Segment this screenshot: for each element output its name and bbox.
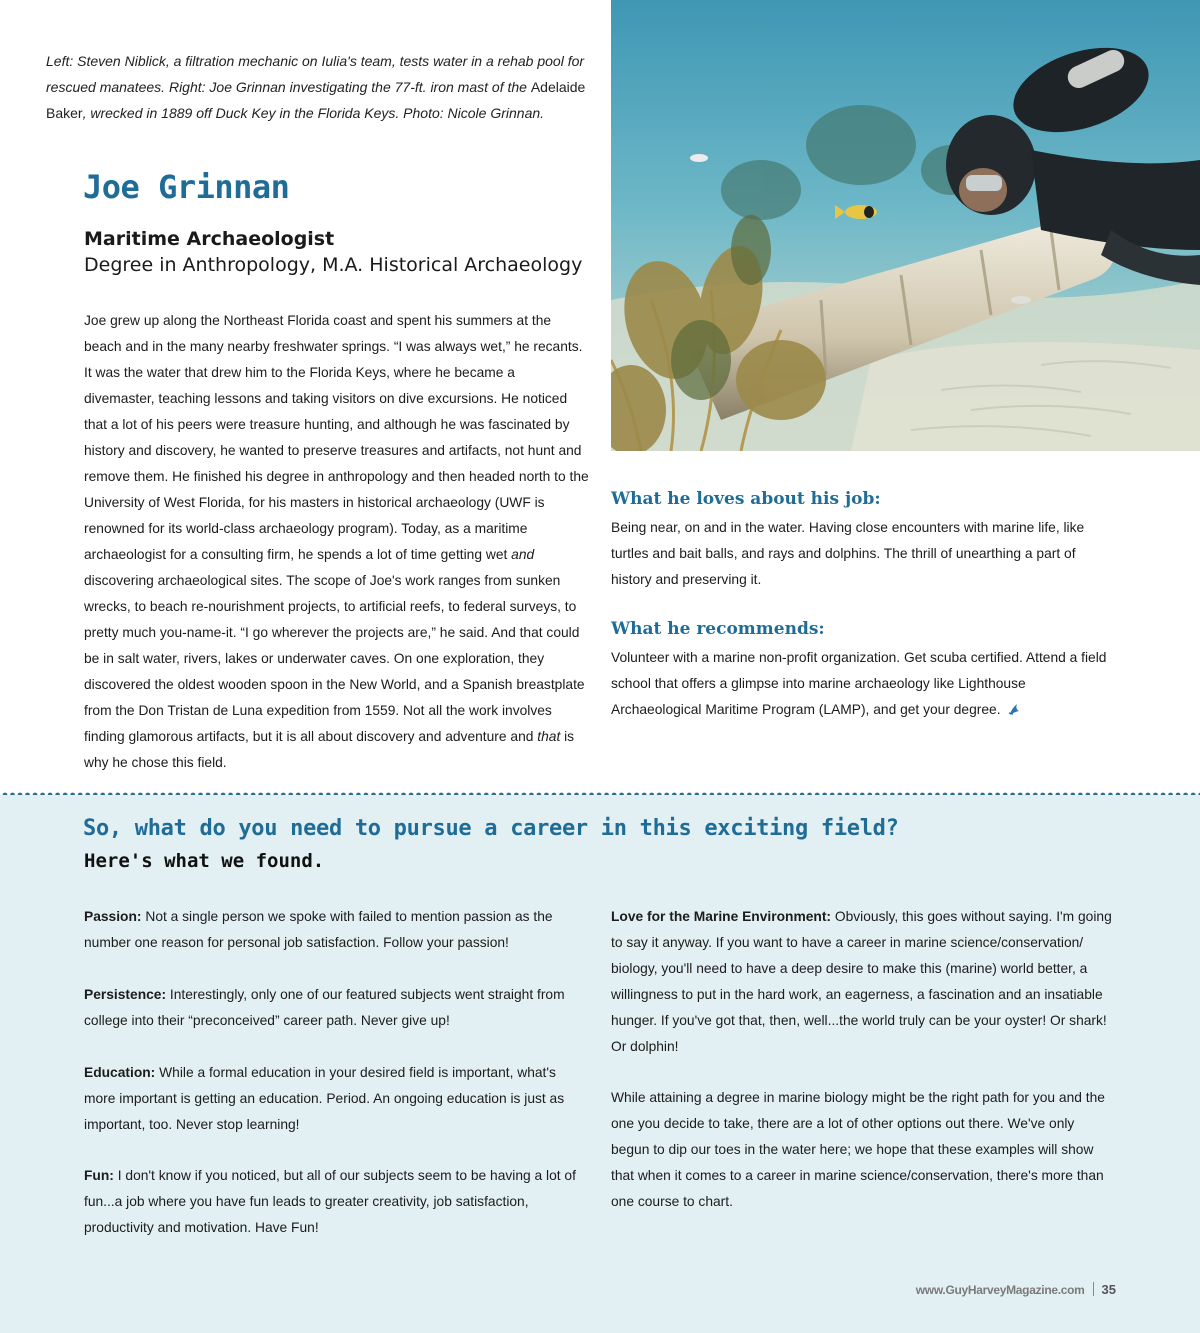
loves-text: Being near, on and in the water. Having close encounters with marine life, like turtles and bait balls, and rays and dolphins. The thrill of unearthing a part of history and preserving it. xyxy=(611,520,1085,587)
section-title: So, what do you need to pursue a career in this exciting field? xyxy=(83,816,899,841)
bio-text-3: is why he chose this field. xyxy=(84,729,575,770)
profile-name: Joe Grinnan xyxy=(83,168,290,206)
tip-persistence xyxy=(84,982,589,1034)
profile-role: Maritime Archaeologist xyxy=(84,228,335,250)
photo-caption xyxy=(46,48,586,126)
bio-text-1: Joe grew up along the Northeast Florida coast and spent his summers at the beach and in the many nearby freshwater springs. “I was always wet,” he recants. It was the water that drew him to the Florida Keys, where he became a divemaster, teaching lessons and taking visitors on dive excursions. He noticed that a lot of his peers were treasure hunting, and although he was fascinated by history and discovery, he wanted to preserve treasures and artifacts, not hunt and remove them. He finished his degree in anthropology and then headed north to the University of West Florida, for his masters in historical archaeology (UWF is renowned for its world-class archaeology program). Today, as a maritime archaeologist for a consulting firm, he spends a lot of time getting wet xyxy=(84,313,589,562)
underwater-diver-photo xyxy=(611,0,1200,451)
closing-paragraph: While attaining a degree in marine biology might be the right path for you and the one you decide to take, there are a lot of other options out there. We've only begun to dip our toes in the water here; we hope that these examples will show that when it comes to a career in marine science/conservation, there's more than one course to chart. xyxy=(611,1090,1105,1209)
tip-fun xyxy=(84,1163,589,1241)
tip-education xyxy=(84,1060,589,1138)
tip-text: Obviously, this goes without saying. I'm going to say it anyway. If you want to have a career in marine science/conservation/ biology, you'll need to have a deep desire to make this (marine) world better, a willingness to put in the hard work, an eagerness, a fascination and an insatiable hunger. If you've got that, then, well...the world truly can be your oyster! Or shark! Or dolphin! xyxy=(611,909,1112,1054)
recommends-heading: What he recommends: xyxy=(611,619,825,639)
profile-bio xyxy=(84,308,589,776)
recommends-text: Volunteer with a marine non-profit organization. Get scuba certified. Attend a field school that offers a glimpse into marine archaeology like Lighthouse Archaeological Maritime Program (LAMP), and get your degree. xyxy=(611,650,1107,717)
recommends-paragraph xyxy=(611,645,1111,723)
tip-label: Education: xyxy=(84,1065,156,1080)
footer-separator xyxy=(1093,1282,1094,1296)
tip-text: Interestingly, only one of our featured subjects went straight from college into their “preconceived” career path. Never give up! xyxy=(84,987,565,1028)
tip-passion xyxy=(84,904,589,956)
tip-label: Persistence: xyxy=(84,987,167,1002)
profile-degree: Degree in Anthropology, M.A. Historical Archaeology xyxy=(84,254,583,276)
section-subtitle: Here's what we found. xyxy=(84,850,325,872)
tip-love-marine-environment xyxy=(611,904,1116,1060)
loves-heading: What he loves about his job: xyxy=(611,489,881,509)
caption-ship-name: Adelaide Baker xyxy=(46,79,586,121)
photo-illustration xyxy=(611,0,1200,451)
tip-label: Fun: xyxy=(84,1168,114,1183)
caption-text-2: , wrecked in 1889 off Duck Key in the Florida Keys. Photo: Nicole Grinnan. xyxy=(82,105,545,121)
bio-text-2: discovering archaeological sites. The scope of Joe's work ranges from sunken wrecks, to beach re-nourishment projects, to artificial reefs, to federal surveys, to pretty much you-name-it. “I go wherever the projects are,” he said. And that could be in salt water, rivers, lakes or underwater caves. On one exploration, they discovered the oldest wooden spoon in the New World, and a Spanish breastplate from the Don Tristan de Luna expedition from 1559. Not all the work involves finding glamorous artifacts, but it is all about discovery and adventure and xyxy=(84,573,585,744)
tip-text: I don't know if you noticed, but all of our subjects seem to be having a lot of fun...a job where you have fun leads to greater creativity, job satisfaction, productivity and motivation. Have Fun! xyxy=(84,1168,576,1235)
bio-emphasis-and: and xyxy=(511,547,535,562)
tip-label: Love for the Marine Environment: xyxy=(611,909,832,924)
bio-emphasis-that: that xyxy=(537,729,561,744)
caption-text-1: Left: Steven Niblick, a filtration mechanic on Iulia's team, tests water in a rehab pool for rescued manatees. Right: Joe Grinnan investigating the 77-ft. iron mast of the xyxy=(46,53,585,95)
fish-end-mark-icon xyxy=(1007,699,1021,713)
page-footer xyxy=(916,1282,1116,1297)
magazine-url-link[interactable]: www.GuyHarveyMagazine.com xyxy=(915,1283,1085,1297)
tip-text: While a formal education in your desired field is important, what's more important is getting an education. Period. An ongoing education is just as important, too. Never stop learning! xyxy=(84,1065,565,1132)
tip-text: Not a single person we spoke with failed to mention passion as the number one reason for personal job satisfaction. Follow your passion! xyxy=(84,909,553,950)
tip-label: Passion: xyxy=(84,909,142,924)
page-number: 35 xyxy=(1101,1282,1116,1297)
